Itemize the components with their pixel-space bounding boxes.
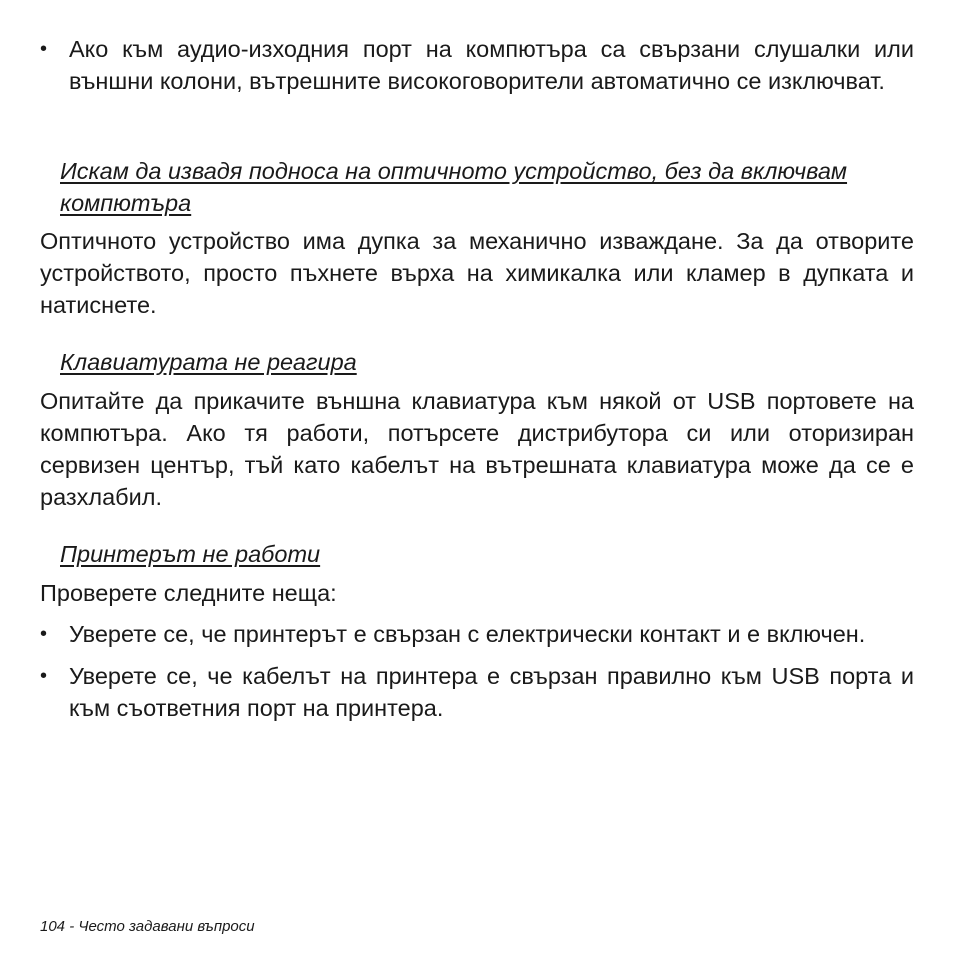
section-heading-keyboard: Клавиатурата не реагира	[60, 349, 357, 375]
bullet-text: Уверете се, че принтерът е свързан с електрически контакт и е включен.	[69, 621, 866, 647]
list-item	[40, 618, 914, 650]
section-body-optical-tray: Оптичното устройство има дупка за механично изваждане. За да отворите устройството, просто пъхнете върха на химикалка или кламер в дупката и натиснете.	[40, 228, 914, 318]
section-body-keyboard: Опитайте да прикачите външна клавиатура към някой от USB портовете на компютъра. Ако тя работи, потърсете дистрибутора си или оторизиран сервизен център, тъй като кабелът на вътрешната клавиатура може да се е разхлабил.	[40, 388, 914, 510]
bullet-marker: •	[40, 665, 48, 687]
bullet-text: Ако към аудио-изходния порт на компютъра са свързани слушалки или външни колони, вътрешните високоговорители автоматично се изключват.	[69, 36, 914, 94]
section-heading-optical-tray: Искам да извадя подноса на оптичното устройство, без да включвам компютъра	[60, 158, 848, 216]
bullet-marker: •	[40, 623, 48, 645]
list-item	[40, 33, 914, 97]
printer-bullet-list	[40, 618, 914, 724]
page-footer: 104 - Често задавани въпроси	[40, 918, 255, 935]
intro-bullet-list	[40, 33, 914, 97]
section-heading-printer: Принтерът не работи	[60, 541, 321, 567]
bullet-marker: •	[40, 38, 48, 60]
section-body-printer: Проверете следните неща:	[40, 580, 337, 606]
bullet-text: Уверете се, че кабелът на принтера е свързан правилно към USB порта и към съответния порт на принтера.	[69, 663, 914, 721]
list-item	[40, 660, 914, 724]
